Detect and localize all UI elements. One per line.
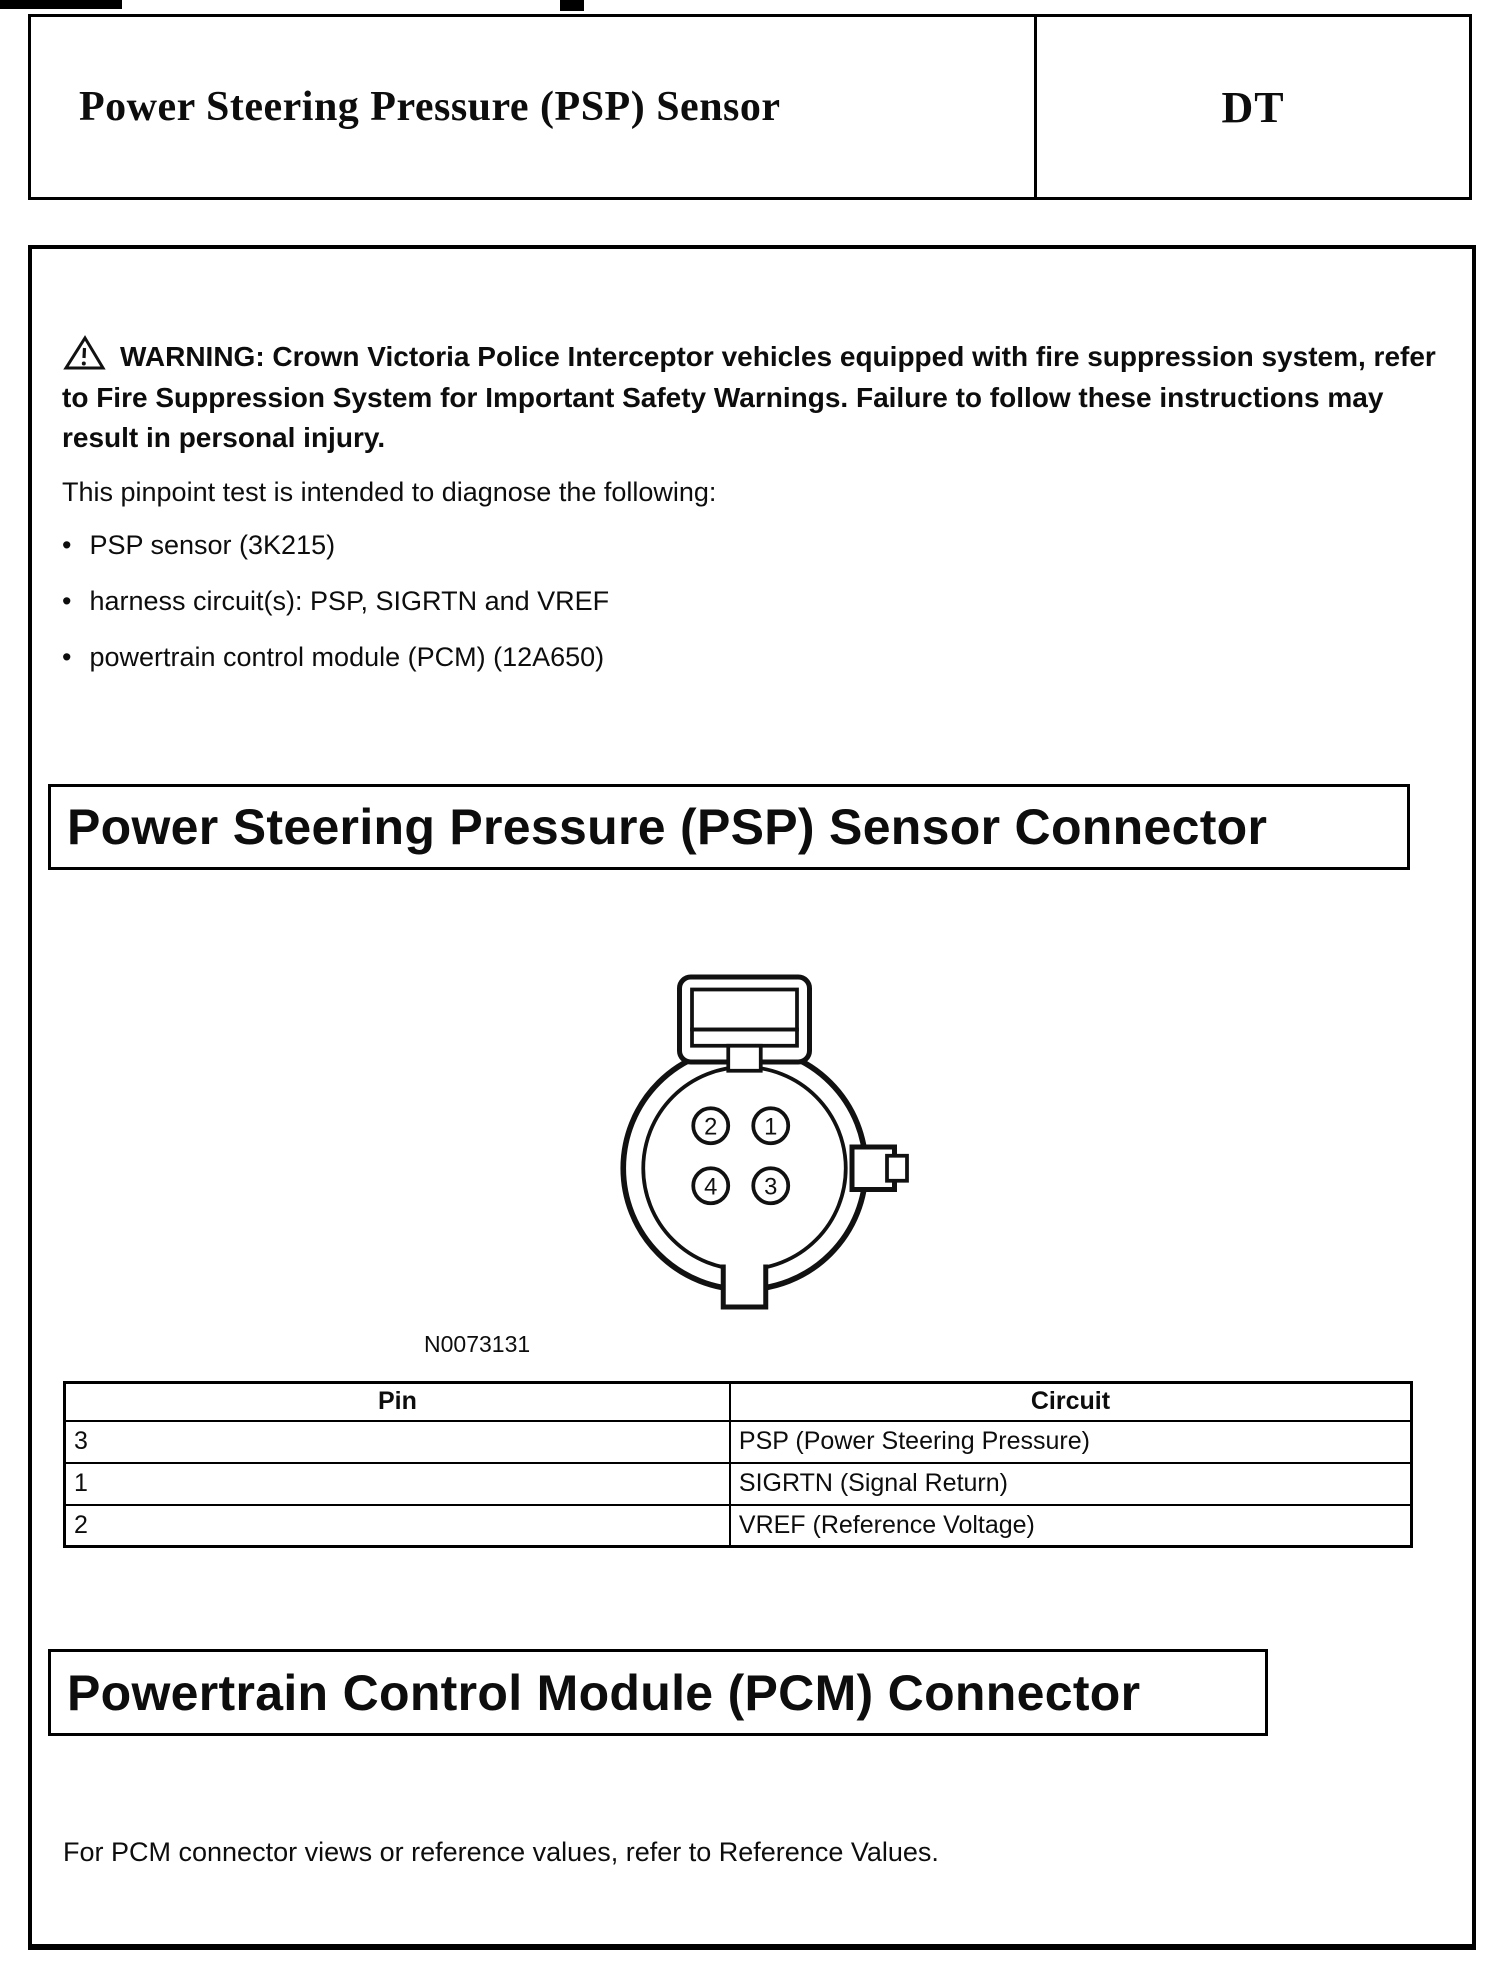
pin-column-header: Pin [65, 1383, 730, 1421]
pin-3-label: 3 [764, 1173, 778, 1201]
pin-cell: 3 [65, 1421, 730, 1463]
circuit-cell: VREF (Reference Voltage) [730, 1505, 1412, 1547]
intro-text: This pinpoint test is intended to diagnose the following: [62, 477, 717, 507]
pin-1-label: 1 [764, 1113, 778, 1141]
table-header-row [65, 1383, 1412, 1421]
table-row [65, 1505, 1412, 1547]
warning-triangle-icon [62, 335, 106, 371]
bullet-icon: • [62, 642, 72, 672]
psp-connector-diagram [532, 967, 957, 1342]
section-title-psp-connector [48, 784, 1410, 870]
pin-2-label: 2 [704, 1113, 718, 1141]
header-code: DT [1221, 82, 1285, 132]
circuit-cell: PSP (Power Steering Pressure) [730, 1421, 1412, 1463]
bullet-icon: • [62, 530, 72, 560]
list-item-text: harness circuit(s): PSP, SIGRTN and VREF [89, 586, 610, 616]
section-title-text: Powertrain Control Module (PCM) Connector [67, 1664, 1141, 1721]
connector-bottom-notch [723, 1262, 766, 1307]
header-title-cell [31, 17, 1034, 197]
table-row [65, 1463, 1412, 1505]
pin-cell: 1 [65, 1463, 730, 1505]
circuit-column-header: Circuit [730, 1383, 1412, 1421]
list-item [62, 527, 609, 563]
page-title: Power Steering Pressure (PSP) Sensor [79, 84, 781, 130]
diagnosis-list [62, 527, 609, 695]
pin-4-label: 4 [704, 1173, 718, 1201]
reference-values-link[interactable]: Reference Values. [718, 1837, 939, 1867]
list-item [62, 639, 609, 675]
section-title-text: Power Steering Pressure (PSP) Sensor Connector [67, 799, 1268, 855]
header [28, 14, 1472, 200]
list-item-text: PSP sensor (3K215) [89, 530, 336, 560]
scan-artifact [560, 0, 584, 11]
header-code-cell [1034, 17, 1469, 197]
pin-cell: 2 [65, 1505, 730, 1547]
circuit-cell: SIGRTN (Signal Return) [730, 1463, 1412, 1505]
scan-artifact [0, 0, 122, 9]
list-item [62, 583, 609, 619]
pcm-reference-prefix: For PCM connector views or reference values, refer to [63, 1837, 719, 1867]
connector-top-tab [680, 977, 810, 1071]
section-title-pcm-connector [48, 1649, 1268, 1736]
pcm-reference-text [63, 1837, 939, 1868]
connector-outer-circle [623, 1047, 866, 1290]
content-box [28, 245, 1476, 1950]
figure-label: N0073131 [424, 1331, 531, 1357]
pin-circuit-table [63, 1381, 1413, 1548]
table-row [65, 1421, 1412, 1463]
warning-text [62, 335, 1452, 459]
connector-key-tab [852, 1147, 907, 1190]
warning-text-body: WARNING: Crown Victoria Police Interceptor vehicles equipped with fire suppression system, refer to Fire Suppression System for Important Safety Warnings. Failure to follow these instructions may result in personal injury. [62, 341, 1436, 454]
list-item-text: powertrain control module (PCM) (12A650) [89, 642, 605, 672]
bullet-icon: • [62, 586, 72, 616]
